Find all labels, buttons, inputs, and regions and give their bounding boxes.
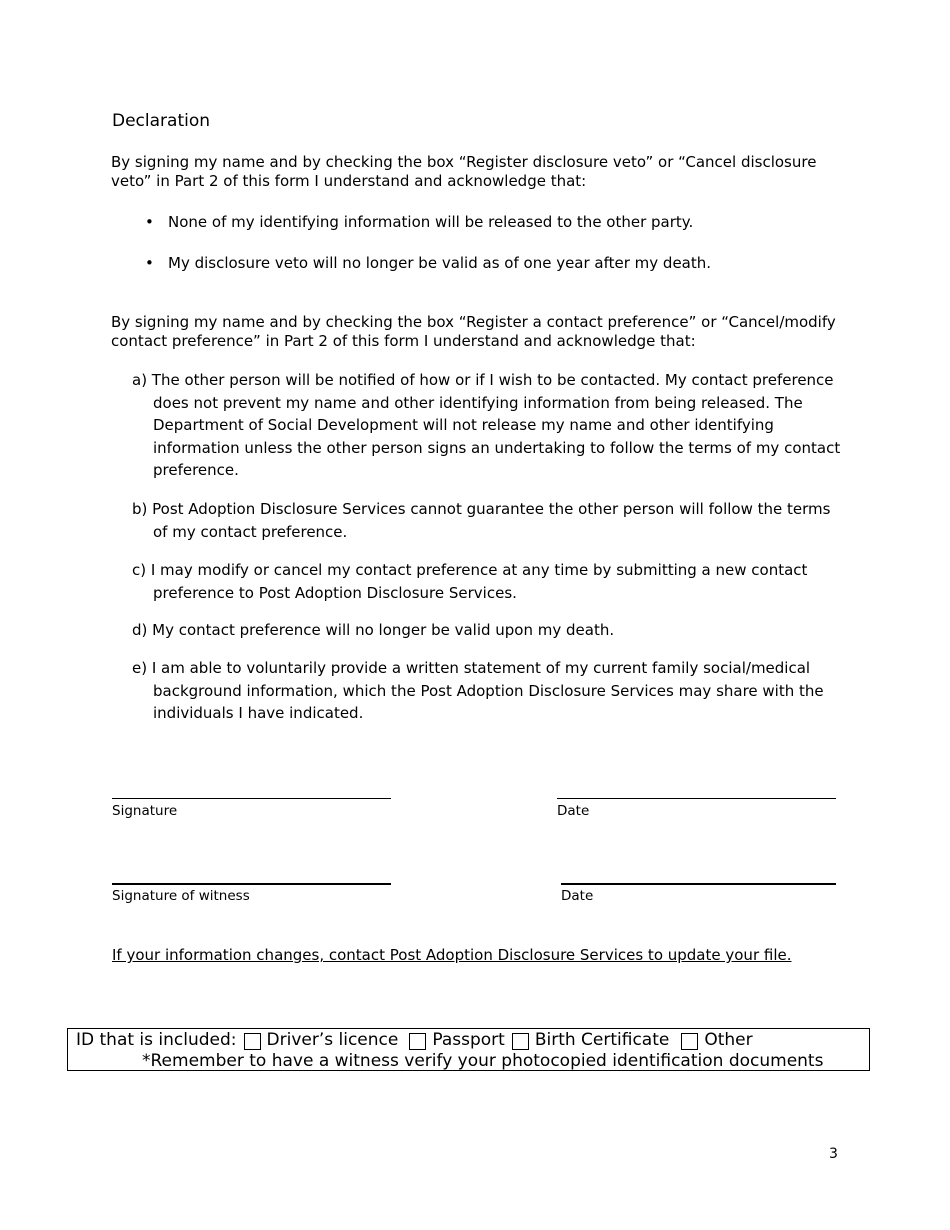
id-label: ID that is included: [76,1030,237,1050]
bullet-icon: • [145,254,154,272]
drivers-licence-label: Driver’s licence [266,1030,399,1050]
item-first-line: c) I may modify or cancel my contact preference at any time by submitting a new contact [132,561,808,579]
witness-date-line[interactable] [561,883,836,885]
other-checkbox[interactable] [681,1033,698,1050]
item-first-line: a) The other person will be notified of how or if I wish to be contacted. My contact preference [132,371,834,389]
bullet-icon: • [145,213,154,231]
item-continuation: preference to Post Adoption Disclosure Services. [153,583,517,602]
update-notice: If your information changes, contact Post Adoption Disclosure Services to update your file. [112,946,792,964]
witness-reminder: *Remember to have a witness verify your photocopied identification documents [142,1051,824,1071]
item-continuation: does not prevent my name and other identifying information from being released. The Department of Social Development will not release my name and other identifying information unless the other person signs an undertaking to follow the terms of my contact preference. [153,393,841,479]
veto-bullet-text: None of my identifying information will be released to the other party. [168,213,694,231]
passport-checkbox[interactable] [409,1033,426,1050]
birth-certificate-checkbox[interactable] [512,1033,529,1050]
item-first-line: b) Post Adoption Disclosure Services cannot guarantee the other person will follow the terms [132,500,831,518]
veto-intro-paragraph: By signing my name and by checking the box “Register disclosure veto” or “Cancel disclosure veto” in Part 2 of this form I understand and acknowledge that: [111,153,817,190]
date-line[interactable] [557,798,836,799]
drivers-licence-checkbox[interactable] [244,1033,261,1050]
item-first-line: d) My contact preference will no longer be valid upon my death. [132,621,615,639]
declaration-heading: Declaration [112,111,211,131]
signature-label: Signature [112,803,178,819]
other-label: Other [704,1030,753,1050]
veto-bullet-text: My disclosure veto will no longer be valid as of one year after my death. [168,254,712,272]
contact-intro-paragraph: By signing my name and by checking the box “Register a contact preference” or “Cancel/modify contact preference” in Part 2 of this form I understand and acknowledge that: [111,313,836,350]
acknowledgement-item-e [132,657,848,725]
signature-line[interactable] [112,798,391,799]
acknowledgement-item-d [132,619,848,642]
birth-certificate-label: Birth Certificate [534,1030,670,1050]
acknowledgement-item-a [132,369,848,482]
witness-signature-line[interactable] [112,883,391,885]
item-continuation: of my contact preference. [153,522,348,541]
id-options-row [76,1030,753,1050]
passport-label: Passport [432,1030,505,1050]
acknowledgement-item-c [132,559,848,604]
witness-date-label: Date [561,888,594,904]
item-continuation: background information, which the Post Adoption Disclosure Services may share with the individuals I have indicated. [153,681,824,722]
item-first-line: e) I am able to voluntarily provide a written statement of my current family social/medical [132,659,811,677]
witness-signature-label: Signature of witness [112,888,250,904]
date-label: Date [557,803,590,819]
page-number: 3 [829,1146,838,1162]
id-included-box [67,1028,870,1071]
acknowledgement-item-b [132,498,848,543]
